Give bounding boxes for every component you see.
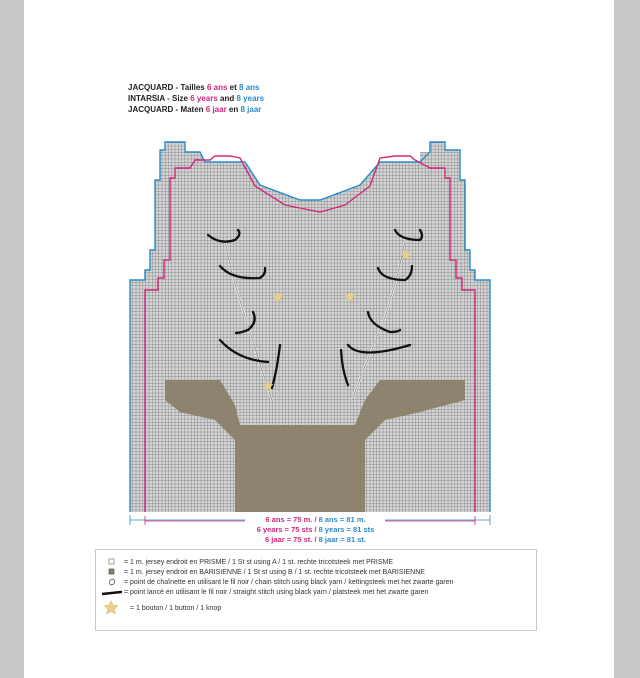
title-line-nl: JACQUARD - Maten 6 jaar en 8 jaar: [128, 105, 262, 114]
straight-stitch-icon: [102, 587, 122, 597]
legend-item-barisienne: = 1 m. jersey endroit en BARISIENNE / 1 St st using B / 1 st. rechte tricotsteek met BARISIENNE: [102, 567, 425, 577]
filled-square-icon: [102, 567, 122, 577]
empty-square-icon: [102, 557, 122, 567]
legend-item-prisme: = 1 m. jersey endroit en PRISME / 1 St st using A / 1 st. rechte tricotsteek met PRISME: [102, 557, 393, 567]
legend-item-straight-stitch: = point lancé en utilisant le fil noir / straight stitch using black yarn / platsteek met het zwarte garen: [102, 587, 428, 597]
stitch-count-labels: [128, 515, 503, 545]
knitting-chart: [120, 130, 510, 525]
star-button-icon: [102, 600, 122, 616]
dimension-line-en: 6 years = 75 sts / 8 years = 81 sts: [256, 525, 375, 534]
dimension-line-fr: 6 ans = 75 m. / 8 ans = 81 m.: [265, 515, 366, 524]
stitch-grid: [120, 130, 510, 520]
chain-stitch-icon: [102, 577, 122, 587]
viewer-right-margin: [614, 0, 640, 678]
title-line-fr: JACQUARD - Tailles 6 ans et 8 ans: [128, 83, 260, 92]
legend-item-chain-stitch: = point de chaînette en utilisant le fil noir / chain stitch using black yarn / kettingsteek met het zwarte garen: [102, 577, 453, 587]
legend-item-button: = 1 bouton / 1 button / 1 knop: [102, 600, 221, 616]
chart-title-block: [128, 82, 264, 115]
chart-legend: [95, 549, 537, 631]
viewer-left-margin: [0, 0, 24, 678]
title-line-en: INTARSIA - Size 6 years and 8 years: [128, 94, 265, 103]
dimension-line-nl: 6 jaar = 75 st. / 8 jaar = 81 st.: [265, 535, 366, 544]
